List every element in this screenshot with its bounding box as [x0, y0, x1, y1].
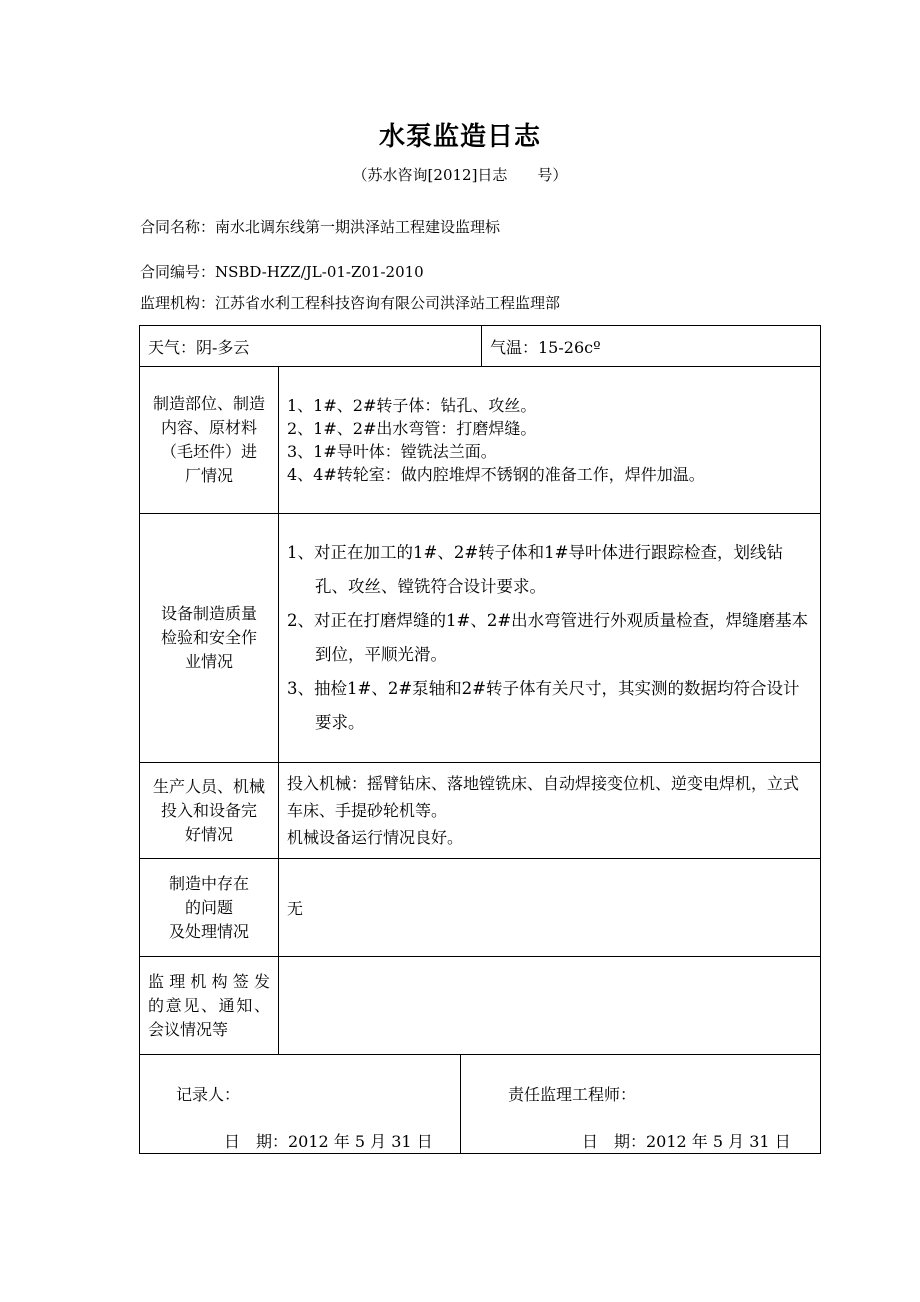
recorder-cell: [140, 1055, 461, 1153]
content-line: 无: [287, 899, 304, 918]
manufacturing-row: [140, 367, 820, 514]
label-line: 内容、原材料: [160, 418, 257, 437]
machinery-content: [279, 763, 820, 858]
label-line: 设备制造质量: [160, 604, 257, 623]
label-line: 制造部位、制造: [152, 394, 265, 413]
opinions-label: [140, 957, 279, 1054]
label-line: 生产人员、机械: [152, 776, 265, 796]
weather-cell: 天气：阴-多云: [140, 326, 482, 366]
content-line: 2、1#、2#出水弯管：打磨焊缝。: [287, 419, 537, 438]
label-line: 及处理情况: [168, 921, 249, 941]
manufacturing-content: [279, 367, 820, 513]
label-line: 好情况: [184, 824, 233, 844]
content-line: 3、1#导叶体：镗铣法兰面。: [287, 442, 497, 461]
opinions-content: [279, 957, 820, 1054]
content-line: 1、1#、2#转子体：钻孔、攻丝。: [287, 396, 537, 415]
log-table: [139, 325, 821, 1154]
label-line: 的意见、通知、: [148, 995, 270, 1015]
problems-row: [140, 859, 820, 957]
quality-label: [140, 514, 279, 762]
contract-number: 合同编号：NSBD-HZZ/JL-01-Z01-2010: [140, 263, 424, 281]
quality-content: [279, 514, 820, 762]
label-line: 监理机构签发: [148, 971, 270, 991]
engineer-cell: [461, 1055, 820, 1153]
label-line: 会议情况等: [148, 1019, 229, 1039]
temperature-cell: 气温：15-26cº: [490, 337, 601, 357]
label-line: 厂情况: [184, 466, 233, 485]
opinions-row: [140, 957, 820, 1055]
weather-row: [140, 326, 820, 367]
content-paragraph: 3、抽检1#、2#泵轴和2#转子体有关尺寸，其实测的数据均符合设计要求。: [287, 679, 800, 732]
label-line: 的问题: [184, 897, 233, 917]
signature-row: [140, 1055, 820, 1153]
supervision-org: 监理机构：江苏省水利工程科技咨询有限公司洪泽站工程监理部: [140, 294, 561, 312]
page-title: 水泵监造日志: [378, 122, 541, 152]
quality-row: [140, 514, 820, 763]
contract-name: 合同名称：南水北调东线第一期洪泽站工程建设监理标: [140, 218, 501, 236]
content-paragraph: 2、对正在打磨焊缝的1#、2#出水弯管进行外观质量检查，焊缝磨基本到位，平顺光滑。: [287, 611, 809, 664]
content-paragraph: 1、对正在加工的1#、2#转子体和1#导叶体进行跟踪检查，划线钻孔、攻丝、镗铣符合设计要求。: [287, 543, 783, 596]
label-line: （毛坯件）进: [160, 442, 257, 461]
content-paragraph: 投入机械：摇臂钻床、落地镗铣床、自动焊接变位机、逆变电焊机，立式车床、手提砂轮机等。: [287, 774, 800, 820]
engineer-date: 日 期：2012 年 5 月 31 日: [582, 1132, 791, 1151]
label-line: 业情况: [184, 652, 233, 671]
manufacturing-label: [140, 367, 279, 513]
recorder-date: 日 期：2012 年 5 月 31 日: [224, 1132, 433, 1151]
log-number: （苏水咨询[2012]日志 号）: [352, 166, 568, 184]
machinery-row: [140, 763, 820, 859]
label-line: 制造中存在: [168, 873, 249, 893]
engineer-label: 责任监理工程师：: [508, 1085, 637, 1104]
problems-content: [279, 859, 820, 956]
label-line: 投入和设备完: [160, 800, 257, 820]
label-line: 检验和安全作: [160, 628, 257, 647]
machinery-label: [140, 763, 279, 858]
recorder-label: 记录人：: [176, 1085, 241, 1104]
content-line: 4、4#转轮室：做内腔堆焊不锈钢的准备工作，焊件加温。: [287, 465, 705, 484]
problems-label: [140, 859, 279, 956]
content-paragraph: 机械设备运行情况良好。: [287, 828, 464, 847]
